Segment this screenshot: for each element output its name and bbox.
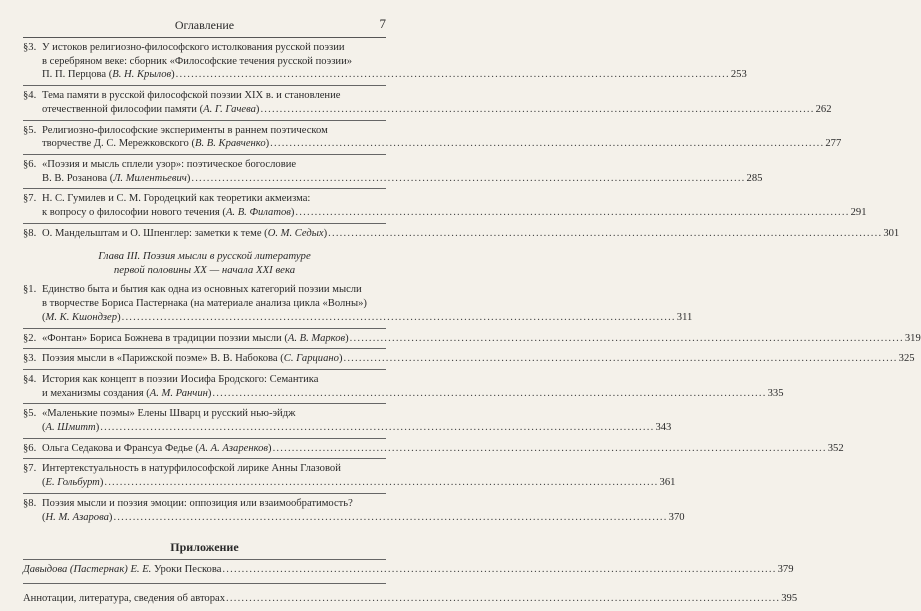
entry-divider <box>23 120 386 121</box>
section-number: §3. <box>23 353 37 365</box>
appendix-heading: Приложение <box>170 540 239 555</box>
entry-divider <box>23 223 386 224</box>
section-number: §8. <box>23 227 37 239</box>
dot-leader: ................................................................................................................................................ <box>104 477 659 489</box>
entry-divider <box>23 559 386 560</box>
entry-author: А. В. Филатов <box>225 207 291 219</box>
toc-entry: §3. У истоков религиозно-философского истолкования русской поэзии в серебряном веке: сборник «Философские течения русской поэзии» П. П. Перцова (В. Н. Крылов) ................................................................................................................................................ 253 <box>23 42 747 81</box>
toc-entry: §6. Ольга Седакова и Франсуа Федье (А. А. Азаренков) ................................................................................................................................................ 352 <box>23 442 844 454</box>
section-number: §8. <box>23 497 37 509</box>
section-number: §4. <box>23 373 37 385</box>
chapter-title-line: Глава III. Поэзия мысли в русской литературе <box>98 250 311 263</box>
dot-leader: ................................................................................................................................................ <box>295 207 850 219</box>
chapter-heading <box>23 250 386 277</box>
toc-entry: §3. Поэзия мысли в «Парижской поэме» В. В. Набокова (С. Гарциано) ................................................................................................................................................ 325 <box>23 353 915 365</box>
entry-page-number: 361 <box>659 477 676 489</box>
page-title: Оглавление <box>174 18 235 32</box>
dot-leader: ................................................................................................................................................ <box>328 227 883 239</box>
toc-entry: §2. «Фонтан» Бориса Божнева в традиции поэзии мысли (А. В. Марков) ................................................................................................................................................ 319 <box>23 332 921 344</box>
toc-entry: §8. Поэзия мысли и поэзия эмоции: оппозиция или взаимообратимость? (Н. М. Азарова) ................................................................................................................................................ 370 <box>23 497 685 523</box>
toc-entry <box>23 563 794 577</box>
dot-leader: ................................................................................................................................................ <box>272 442 827 454</box>
entry-author: А. Г. Гачева <box>203 103 256 115</box>
entry-title-line: История как концепт в поэзии Иосифа Бродского: Семантика <box>42 373 319 385</box>
entry-title-line: ( <box>42 511 46 523</box>
entry-title-line: к вопросу о философии нового течения ( <box>42 207 226 219</box>
entry-title-line: «Маленькие поэмы» Елены Шварц и русский нью-эйдж <box>42 408 296 420</box>
page-header <box>23 16 386 34</box>
entry-title-line: ( <box>42 477 46 489</box>
entry-title-line: Уроки Пескова <box>151 564 222 576</box>
page-number: 7 <box>379 16 386 31</box>
entry-divider <box>23 493 386 494</box>
entry-title-line: «Фонтан» Бориса Божнева в традиции поэзии мысли ( <box>42 332 288 344</box>
section-number: §3. <box>23 42 37 53</box>
section-number: §1. <box>23 284 37 296</box>
entry-page-number: 343 <box>655 422 672 434</box>
entry-author: А. Шмитт <box>45 422 96 434</box>
entry-title-line: Интертекстуальность в натурфилософской лирике Анны Глазовой <box>42 463 341 475</box>
entry-author: А. В. Марков <box>287 332 346 344</box>
toc-entry: §7. Н. С. Гумилев и С. М. Городецкий как теоретики акмеизма: к вопросу о философии нового течения (А. В. Филатов) ................................................................................................................................................ 291 <box>23 193 867 219</box>
entry-author: А. М. Ранчин <box>149 387 208 399</box>
entry-page-number: 352 <box>827 442 844 454</box>
dot-leader: ................................................................................................................................................ <box>343 353 898 365</box>
entry-author: Е. Гольбурт <box>45 477 100 489</box>
toc-entry <box>23 592 798 606</box>
dot-leader: ................................................................................................................................................ <box>260 103 815 115</box>
entry-title-line: ( <box>42 422 46 434</box>
toc-entry: §1. Единство быта и бытия как одна из основных категорий поэзии мысли в творчестве Бориса Пастернака (на материале анализа цикла «Волны») (М. К. Кшондзер) ................................................................................................................................................ 311 <box>23 284 693 323</box>
entry-divider <box>23 328 386 329</box>
entry-author: В. Н. Крылов <box>112 69 172 81</box>
entry-title-line: Поэзия мысли в «Парижской поэме» В. В. Набокова ( <box>42 353 284 365</box>
entry-title-line: Поэзия мысли и поэзия эмоции: оппозиция или взаимообратимость? <box>42 497 353 509</box>
entry-divider <box>23 348 386 349</box>
entry-title-line: творчестве Д. С. Мережковского ( <box>42 138 195 150</box>
toc-entry: §5. Религиозно-философские эксперименты в раннем поэтическом творчестве Д. С. Мережковского (В. В. Кравченко) ................................................................................................................................................ 277 <box>23 124 842 150</box>
toc-entry: §4. История как концепт в поэзии Иосифа Бродского: Семантика и механизмы создания (А. М. Ранчин) ................................................................................................................................................ 335 <box>23 373 784 399</box>
entry-divider <box>23 154 386 155</box>
entry-page-number: 379 <box>777 564 794 576</box>
section-number: §5. <box>23 408 37 420</box>
entry-title-line: У истоков религиозно-философского истолкования русской поэзии <box>42 42 345 53</box>
entry-author: М. К. Кшондзер <box>45 311 118 323</box>
entry-page-number: 277 <box>825 138 842 150</box>
entry-page-number: 285 <box>746 172 763 184</box>
entry-title-line: Единство быта и бытия как одна из основных категорий поэзии мысли <box>42 284 362 296</box>
dot-leader: ................................................................................................................................................ <box>349 332 904 344</box>
entry-page-number: 262 <box>815 103 832 115</box>
entry-title-line: Н. С. Гумилев и С. М. Городецкий как теоретики акмеизма: <box>42 193 311 205</box>
entry-page-number: 311 <box>676 311 693 323</box>
entry-title-line: отечественной философии памяти ( <box>42 103 204 115</box>
section-number: §6. <box>23 442 37 454</box>
entry-title-line: П. П. Перцова ( <box>42 69 113 81</box>
entry-divider <box>23 438 386 439</box>
dot-leader: ................................................................................................................................................ <box>100 422 655 434</box>
entry-author: Давыдова (Пастернак) Е. Е. <box>23 564 152 576</box>
dot-leader: ................................................................................................................................................ <box>212 387 767 399</box>
entry-author: О. М. Седых <box>267 227 324 239</box>
section-number: §4. <box>23 90 37 102</box>
entry-title-line: В. В. Розанова ( <box>42 172 114 184</box>
toc-entry: §4. Тема памяти в русской философской поэзии XIX в. и становление отечественной философии памяти (А. Г. Гачева) ................................................................................................................................................ 262 <box>23 90 832 115</box>
entry-divider <box>23 403 386 404</box>
entry-title-line: О. Мандельштам и О. Шпенглер: заметки к теме ( <box>42 227 268 239</box>
entry-title-line: Аннотации, литература, сведения об авторах <box>23 592 226 604</box>
entry-page-number: 291 <box>850 207 867 219</box>
section-number: §5. <box>23 124 37 136</box>
toc-entry: §8. О. Мандельштам и О. Шпенглер: заметки к теме (О. М. Седых) ................................................................................................................................................ 301 <box>23 227 900 239</box>
entry-divider <box>23 85 386 86</box>
entry-page-number: 301 <box>883 227 900 239</box>
entry-page-number: 319 <box>904 332 921 344</box>
dot-leader: ................................................................................................................................................ <box>226 592 781 604</box>
dot-leader: ................................................................................................................................................ <box>121 311 676 323</box>
dot-leader: ................................................................................................................................................ <box>175 69 730 81</box>
dot-leader: ................................................................................................................................................ <box>270 138 825 150</box>
entry-title-line: ( <box>42 311 46 323</box>
entry-author: Н. М. Азарова <box>45 511 109 523</box>
dot-leader: ................................................................................................................................................ <box>222 564 777 576</box>
header-rule <box>23 37 386 38</box>
toc-entry: §7. Интертекстуальность в натурфилософской лирике Анны Глазовой (Е. Гольбурт) ................................................................................................................................................ 361 <box>23 463 676 489</box>
entry-author: С. Гарциано <box>283 353 339 365</box>
entry-page-number: 370 <box>668 511 685 523</box>
entry-title-line: Тема памяти в русской философской поэзии XIX в. и становление <box>42 90 341 102</box>
entry-page-number: 395 <box>781 592 798 604</box>
chapter-title-line: первой половины XX — начала XXI века <box>113 263 296 276</box>
entry-divider <box>23 583 386 584</box>
table-of-contents <box>23 41 921 606</box>
entry-author: Л. Милентьевич <box>113 172 187 184</box>
entry-divider <box>23 188 386 189</box>
entry-divider <box>23 458 386 459</box>
entry-author: А. А. Азаренков <box>198 442 269 454</box>
entry-title-line: в серебряном веке: сборник «Философские течения русской поэзии» <box>42 55 353 67</box>
dot-leader: ................................................................................................................................................ <box>191 172 746 184</box>
entry-page-number: 335 <box>767 387 784 399</box>
section-number: §7. <box>23 193 37 205</box>
section-number: §2. <box>23 332 37 344</box>
entry-page-number: 253 <box>730 69 747 81</box>
toc-entry: §6. «Поэзия и мысль сплели узор»: поэтическое богословие В. В. Розанова (Л. Милентьевич) ................................................................................................................................................ 285 <box>23 158 763 184</box>
entry-title-line: Ольга Седакова и Франсуа Федье ( <box>42 442 199 454</box>
entry-title-line: и механизмы создания ( <box>42 387 150 399</box>
entry-author: В. В. Кравченко <box>195 138 266 150</box>
entry-title-line: «Поэзия и мысль сплели узор»: поэтическое богословие <box>42 158 297 170</box>
entry-title-line: в творчестве Бориса Пастернака (на материале анализа цикла «Волны») <box>42 298 367 310</box>
entry-title-line: Религиозно-философские эксперименты в раннем поэтическом <box>42 124 328 136</box>
toc-entry: §5. «Маленькие поэмы» Елены Шварц и русский нью-эйдж (А. Шмитт) ................................................................................................................................................ 343 <box>23 408 672 434</box>
section-number: §6. <box>23 158 37 170</box>
dot-leader: ................................................................................................................................................ <box>113 511 668 523</box>
entry-page-number: 325 <box>898 353 915 365</box>
entry-divider <box>23 369 386 370</box>
section-number: §7. <box>23 463 37 475</box>
